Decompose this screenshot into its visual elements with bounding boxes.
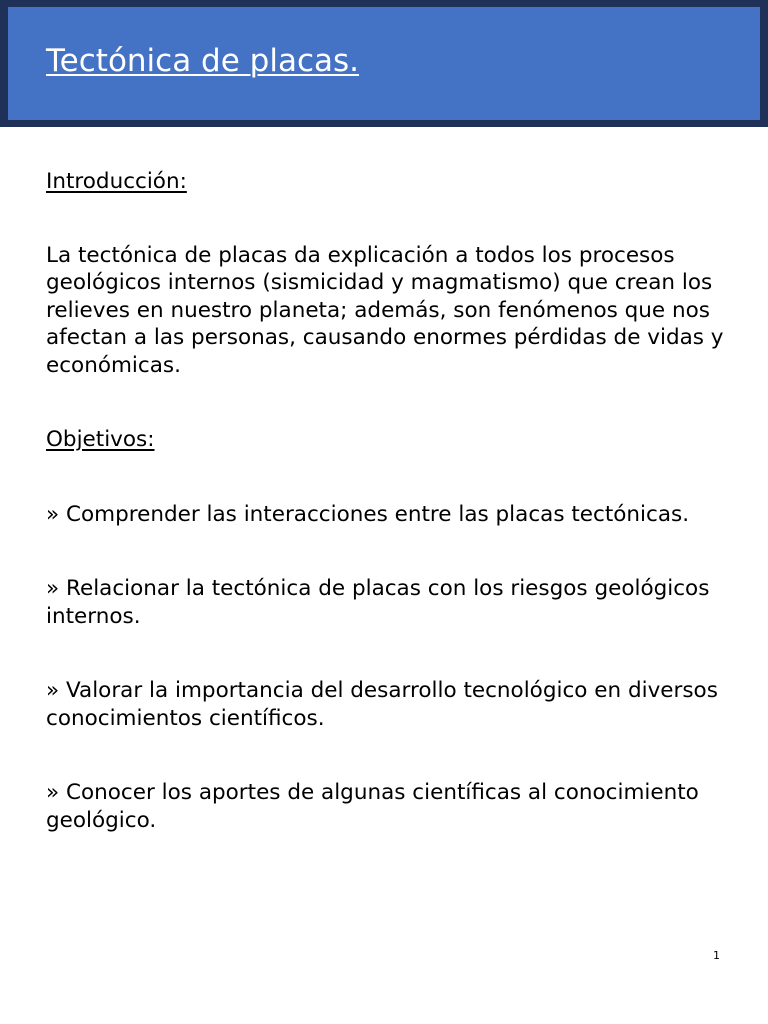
title-banner	[0, 0, 768, 127]
objectives-heading: Objetivos:	[46, 427, 155, 452]
spacer	[46, 732, 726, 779]
spacer	[46, 528, 726, 575]
objective-item: » Conocer los aportes de algunas científicas al conocimiento geológico.	[46, 780, 699, 833]
slide-title: Tectónica de placas.	[46, 43, 359, 79]
objective-item: » Valorar la importancia del desarrollo tecnológico en diversos conocimientos científicos.	[46, 678, 718, 731]
intro-paragraph: La tectónica de placas da explicación a todos los procesos geológicos internos (sismicidad y magmatismo) que crean los relieves en nuestro planeta; además, son fenómenos que nos afectan a las personas, causando enormes pérdidas de vidas y económicas.	[46, 242, 724, 378]
spacer	[46, 379, 726, 426]
spacer	[46, 454, 726, 501]
objective-item: » Comprender las interacciones entre las placas tectónicas.	[46, 501, 690, 527]
objective-item: » Relacionar la tectónica de placas con los riesgos geológicos internos.	[46, 576, 710, 629]
page-number: 1	[713, 949, 720, 962]
slide-body	[46, 168, 726, 834]
spacer	[46, 630, 726, 677]
spacer	[46, 196, 726, 242]
intro-heading: Introducción:	[46, 169, 187, 194]
